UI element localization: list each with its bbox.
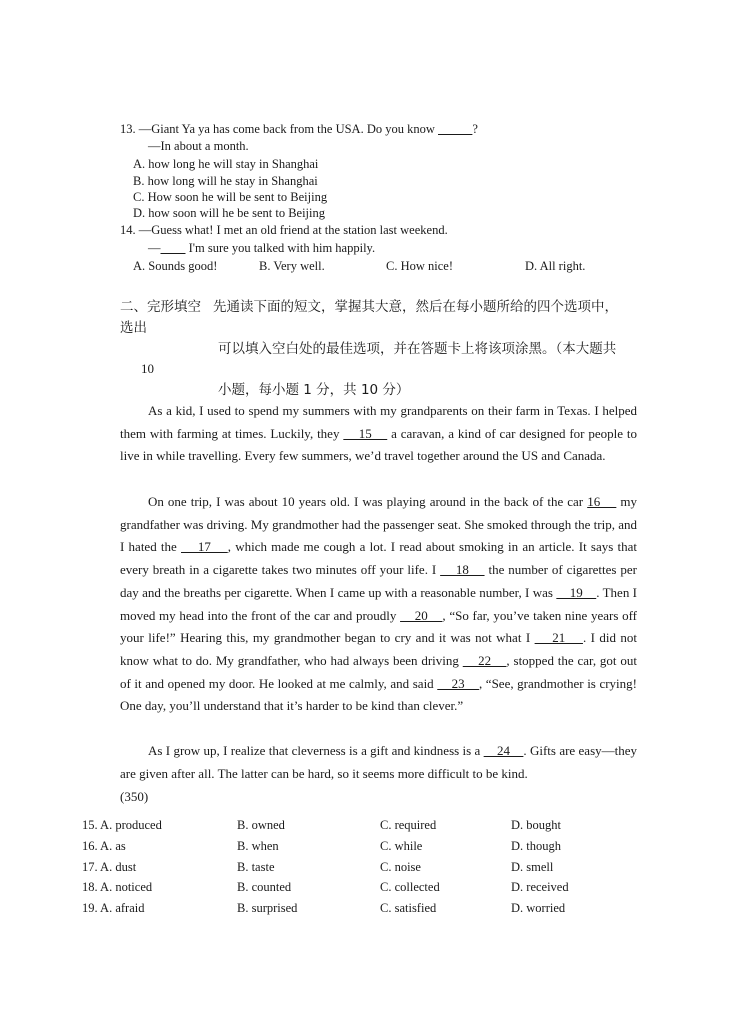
answer-15-d: D. bought <box>511 818 561 832</box>
answer-19-a: 19. A. afraid <box>82 901 145 915</box>
answer-18-a: 18. A. noticed <box>82 880 153 894</box>
answer-row-15 <box>82 816 682 834</box>
question-13-stem: 13. —Giant Ya ya has come back from the USA. Do you know ? <box>120 122 478 136</box>
blank-21: 21 <box>534 630 583 646</box>
section-2-heading: 二、完形填空 先通读下面的短文，掌握其大意，然后在每小题所给的四个选项中， <box>120 299 618 315</box>
blank-18: 18 <box>440 562 485 578</box>
section-2-heading-cont: 选出 <box>120 320 147 336</box>
question-13-reply: —In about a month. <box>148 139 249 153</box>
answer-17-d: D. smell <box>511 860 554 874</box>
question-13-option-c: C. How soon he will be sent to Beijing <box>133 190 328 204</box>
question-14-option-d: D. All right. <box>525 259 586 273</box>
passage-paragraph-3: As I grow up, I realize that cleverness is a gift and kindness is a 24 . Gifts are easy—they are given after all. The latter can be hard, so it seems more difficult to be kind. <box>120 743 638 781</box>
blank-24: 24 <box>483 743 524 758</box>
word-count: (350) <box>120 789 149 804</box>
section-2-instructions-count: 10 <box>141 361 154 376</box>
answer-15-c: C. required <box>380 818 437 832</box>
question-14-option-a: A. Sounds good! <box>133 259 218 273</box>
answer-16-c: C. while <box>380 839 423 853</box>
answer-18-d: D. received <box>511 880 569 894</box>
answer-17-a: 17. A. dust <box>82 860 137 874</box>
question-14-option-c: C. How nice! <box>386 259 453 273</box>
question-13-blank <box>438 122 472 136</box>
answer-row-19 <box>82 899 682 917</box>
question-13-option-d: D. how soon will he be sent to Beijing <box>133 206 325 220</box>
answer-16-d: D. though <box>511 839 561 853</box>
question-13-option-b: B. how long will he stay in Shanghai <box>133 174 318 188</box>
blank-19: 19 <box>556 584 597 600</box>
blank-16: 16 <box>587 494 617 509</box>
passage-paragraph-2: On one trip, I was about 10 years old. I was playing around in the back of the car 16 my grandfather was driving. My grandmother had the passenger seat. She smoked through the trip, and I hated the 17 , which made me cough a lot. I read about smoking in an article. It says that every breath in a cigarette takes two minutes off your life. I 18 the number of cigarettes per day and the breaths per cigarette. When I came up with a reasonable number, I was 19 . Then I moved my head into the front of the car and proudly 20 , “So far, you’ve taken nine years off your life!” Hearing this, my grandmother began to cry and it was not what I 21 . I did not know what to do. My grandfather, who had always been driving 22 , stopped the car, got out of it and opened my door. He looked at me calmly, and said 23 , “See, grandmother is crying! One day, you’ll understand that it’s harder to be kind than clever.” <box>120 494 638 714</box>
answer-row-18 <box>82 878 682 896</box>
answer-19-d: D. worried <box>511 901 566 915</box>
blank-22: 22 <box>462 652 507 668</box>
answer-17-b: B. taste <box>237 860 275 874</box>
question-14-option-b: B. Very well. <box>259 259 325 273</box>
answer-17-c: C. noise <box>380 860 421 874</box>
answer-19-c: C. satisfied <box>380 901 437 915</box>
section-2-label: 二、完形填空 <box>120 299 201 315</box>
passage-paragraph-1: As a kid, I used to spend my summers with my grandparents on their farm in Texas. I helped them with farming at times. Luckily, they 15 a caravan, a kind of car designed for people to live in while travelling. Every few summers, we’d travel together around the US and Canada. <box>120 403 638 464</box>
answer-row-16 <box>82 837 682 855</box>
question-13-option-a: A. how long he will stay in Shanghai <box>133 157 319 171</box>
blank-17: 17 <box>181 539 228 555</box>
answer-19-b: B. surprised <box>237 901 298 915</box>
answer-16-a: 16. A. as <box>82 839 126 853</box>
answer-15-b: B. owned <box>237 818 285 832</box>
answer-row-17 <box>82 858 682 876</box>
blank-15: 15 <box>343 425 388 441</box>
question-14-reply: — I'm sure you talked with him happily. <box>148 241 376 255</box>
answer-16-b: B. when <box>237 839 279 853</box>
blank-23: 23 <box>437 675 479 691</box>
section-2-instructions-line3: 小题，每小题 1 分，共 10 分） <box>218 382 410 398</box>
answer-18-b: B. counted <box>237 880 292 894</box>
answer-15-a: 15. A. produced <box>82 818 162 832</box>
blank-20: 20 <box>400 607 443 623</box>
answer-18-c: C. collected <box>380 880 440 894</box>
question-14-blank <box>161 241 186 255</box>
section-2-instructions-line2: 可以填入空白处的最佳选项，并在答题卡上将该项涂黑。（本大题共 <box>218 341 617 357</box>
question-14-stem: 14. —Guess what! I met an old friend at the station last weekend. <box>120 223 448 237</box>
